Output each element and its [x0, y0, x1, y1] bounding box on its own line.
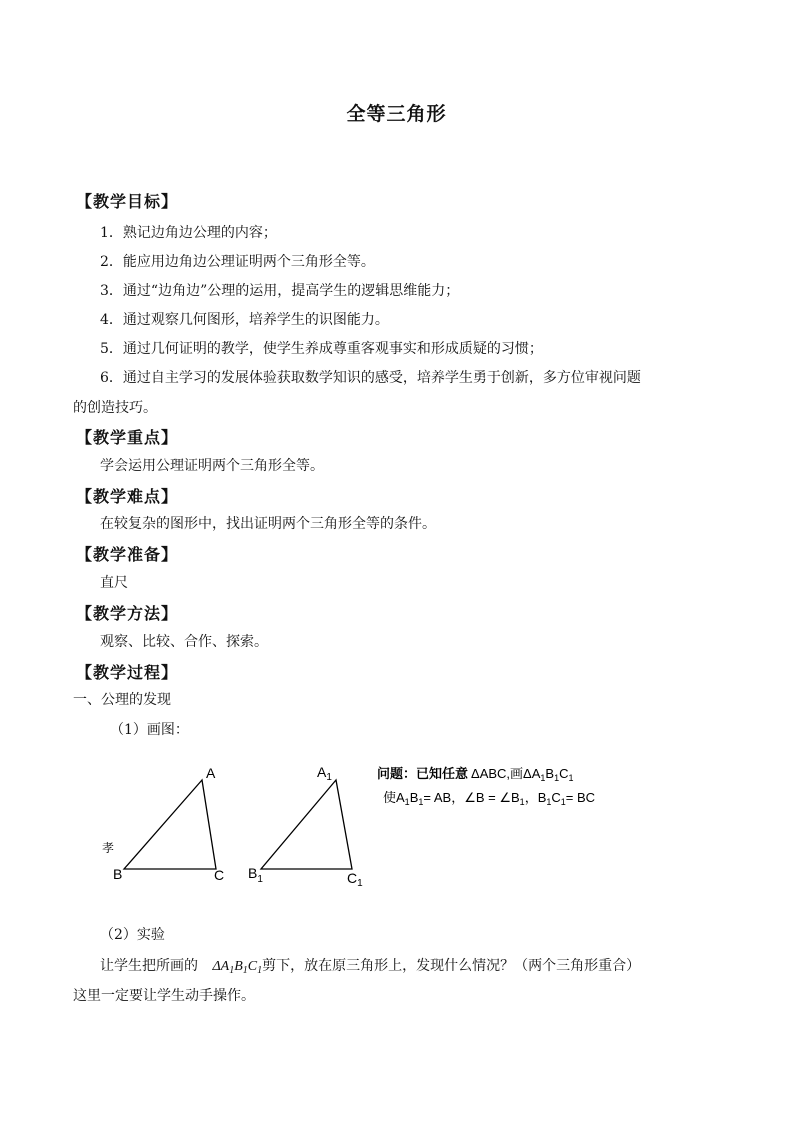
process-heading: 【教学过程】: [76, 663, 179, 682]
experiment-text-a: 让学生把所画的: [100, 958, 198, 974]
method-text: 观察、比较、合作、探索。: [100, 634, 268, 650]
side-mark: 孝: [102, 841, 115, 855]
triangle-abc: [124, 780, 216, 869]
preparation-text: 直尺: [100, 575, 128, 591]
objective-item: 3．通过“边角边”公理的运用，提高学生的逻辑思维能力；: [100, 283, 460, 299]
label-b1: $B_1$: [248, 865, 263, 885]
step-two-label: （2）实验: [100, 927, 165, 943]
triangles-figure: [96, 756, 656, 896]
objective-item-continuation: 的创造技巧。: [73, 400, 157, 416]
difficulty-text: 在较复杂的图形中，找出证明两个三角形全等的条件。: [100, 516, 436, 532]
step-one-label: （1）画图：: [110, 722, 189, 738]
label-a: A: [206, 765, 216, 781]
label-c: C: [214, 867, 225, 883]
triangle-a1b1c1: [261, 780, 352, 869]
objectives-heading: 【教学目标】: [76, 192, 179, 211]
preparation-heading: 【教学准备】: [76, 545, 179, 564]
experiment-line-2: 这里一定要让学生动手操作。: [73, 988, 255, 1004]
method-heading: 【教学方法】: [76, 604, 179, 623]
problem-line-1: 问题：已知任意 ΔABC,画$\Delta A_1B_1C_1$: [377, 766, 574, 783]
objective-item: 1．熟记边角边公理的内容；: [100, 225, 277, 241]
objective-item: 4．通过观察几何图形，培养学生的识图能力。: [100, 312, 389, 328]
objective-item: 6．通过自主学习的发展体验获取数学知识的感受，培养学生勇于创新，多方位审视问题: [100, 370, 641, 386]
key-point-heading: 【教学重点】: [76, 428, 179, 447]
objective-item: 5．通过几何证明的教学，使学生养成尊重客观事实和形成质疑的习惯；: [100, 341, 543, 357]
label-a1: $A_1$: [317, 764, 332, 783]
key-point-text: 学会运用公理证明两个三角形全等。: [100, 458, 324, 474]
difficulty-heading: 【教学难点】: [76, 487, 179, 506]
part-one-title: 一、公理的发现: [73, 692, 171, 708]
page-title: 全等三角形: [346, 103, 447, 125]
problem-line-2: 使$A_1B_1=$ AB，∠B = $\angle B_1$，$B_1C_1=$ BC: [383, 790, 596, 807]
objective-item: 2．能应用边角边公理证明两个三角形全等。: [100, 254, 375, 270]
experiment-line-1: [100, 956, 640, 981]
label-b: B: [113, 866, 123, 882]
experiment-text-b: 剪下，放在原三角形上，发现什么情况？（两个三角形重合）: [262, 958, 641, 974]
label-c1: $C_1$: [347, 870, 363, 889]
triangle-notation: $\Delta A_1B_1C_1$: [212, 959, 263, 976]
